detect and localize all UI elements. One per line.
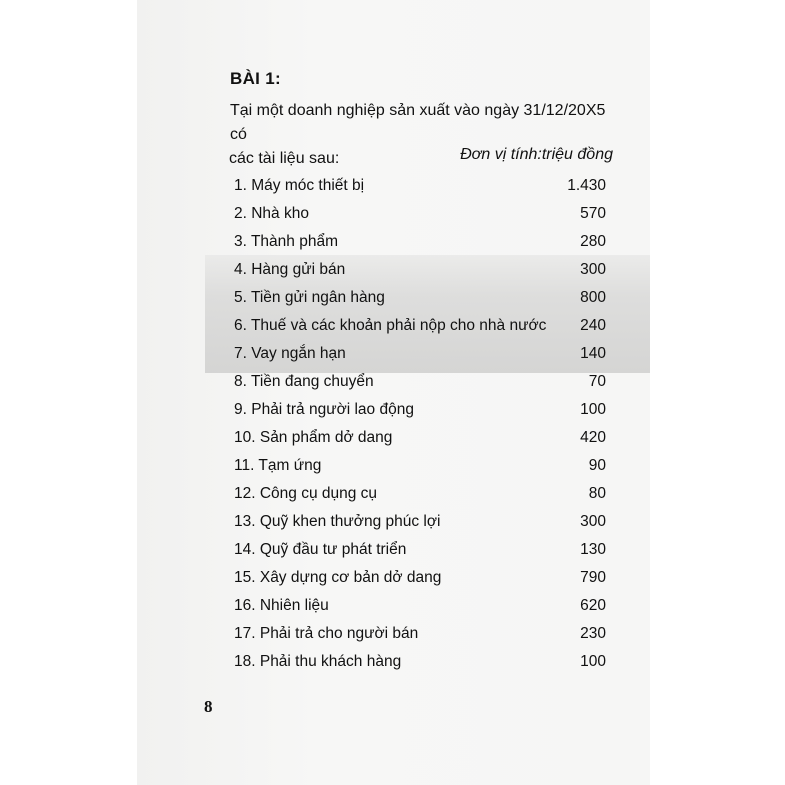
unit-note: Đơn vị tính:triệu đồng <box>460 146 613 163</box>
intro-line-1: Tại một doanh nghiệp sản xuất vào ngày 31/12/20X5 có <box>230 102 606 143</box>
item-value: 100 <box>580 653 606 670</box>
list-item <box>234 340 606 368</box>
item-label: 16. Nhiên liệu <box>234 597 329 614</box>
item-value: 80 <box>588 485 606 502</box>
list-item <box>234 312 606 340</box>
list-item <box>234 564 606 592</box>
list-item <box>234 284 606 312</box>
item-value: 70 <box>588 373 606 390</box>
item-value: 420 <box>580 429 606 446</box>
item-value: 240 <box>580 317 606 334</box>
item-label: 7. Vay ngắn hạn <box>234 345 346 362</box>
item-value: 620 <box>580 597 606 614</box>
item-label: 3. Thành phẩm <box>234 233 338 250</box>
item-value: 100 <box>580 401 606 418</box>
item-label: 18. Phải thu khách hàng <box>234 653 402 670</box>
item-list <box>234 172 606 676</box>
item-value: 140 <box>580 345 606 362</box>
list-item <box>234 368 606 396</box>
item-value: 230 <box>580 625 606 642</box>
list-item <box>234 172 606 200</box>
item-label: 9. Phải trả người lao động <box>234 401 414 418</box>
item-value: 280 <box>580 233 606 250</box>
item-value: 300 <box>580 513 606 530</box>
item-value: 570 <box>580 205 606 222</box>
list-item <box>234 452 606 480</box>
intro-line-2: các tài liệu sau: <box>229 150 340 167</box>
list-item <box>234 228 606 256</box>
item-label: 2. Nhà kho <box>234 205 309 222</box>
item-label: 17. Phải trả cho người bán <box>234 625 419 642</box>
item-label: 6. Thuế và các khoản phải nộp cho nhà nước <box>234 317 547 334</box>
book-page <box>137 0 650 785</box>
item-value: 1.430 <box>567 177 606 194</box>
exercise-title: BÀI 1: <box>230 69 281 88</box>
list-item <box>234 480 606 508</box>
list-item <box>234 200 606 228</box>
item-label: 12. Công cụ dụng cụ <box>234 485 378 502</box>
list-item <box>234 424 606 452</box>
item-label: 10. Sản phẩm dở dang <box>234 429 393 446</box>
item-label: 13. Quỹ khen thưởng phúc lợi <box>234 513 441 530</box>
list-item <box>234 536 606 564</box>
item-label: 14. Quỹ đầu tư phát triển <box>234 541 407 558</box>
list-item <box>234 648 606 676</box>
item-label: 4. Hàng gửi bán <box>234 261 346 278</box>
item-label: 5. Tiền gửi ngân hàng <box>234 289 385 306</box>
item-value: 90 <box>588 457 606 474</box>
page-number: 8 <box>204 697 213 716</box>
list-item <box>234 620 606 648</box>
item-label: 1. Máy móc thiết bị <box>234 177 365 194</box>
list-item <box>234 592 606 620</box>
item-value: 130 <box>580 541 606 558</box>
item-label: 15. Xây dựng cơ bản dở dang <box>234 569 442 586</box>
item-label: 11. Tạm ứng <box>234 457 322 474</box>
item-value: 790 <box>580 569 606 586</box>
item-label: 8. Tiền đang chuyển <box>234 373 374 390</box>
item-value: 300 <box>580 261 606 278</box>
list-item <box>234 396 606 424</box>
item-value: 800 <box>580 289 606 306</box>
list-item <box>234 508 606 536</box>
list-item <box>234 256 606 284</box>
